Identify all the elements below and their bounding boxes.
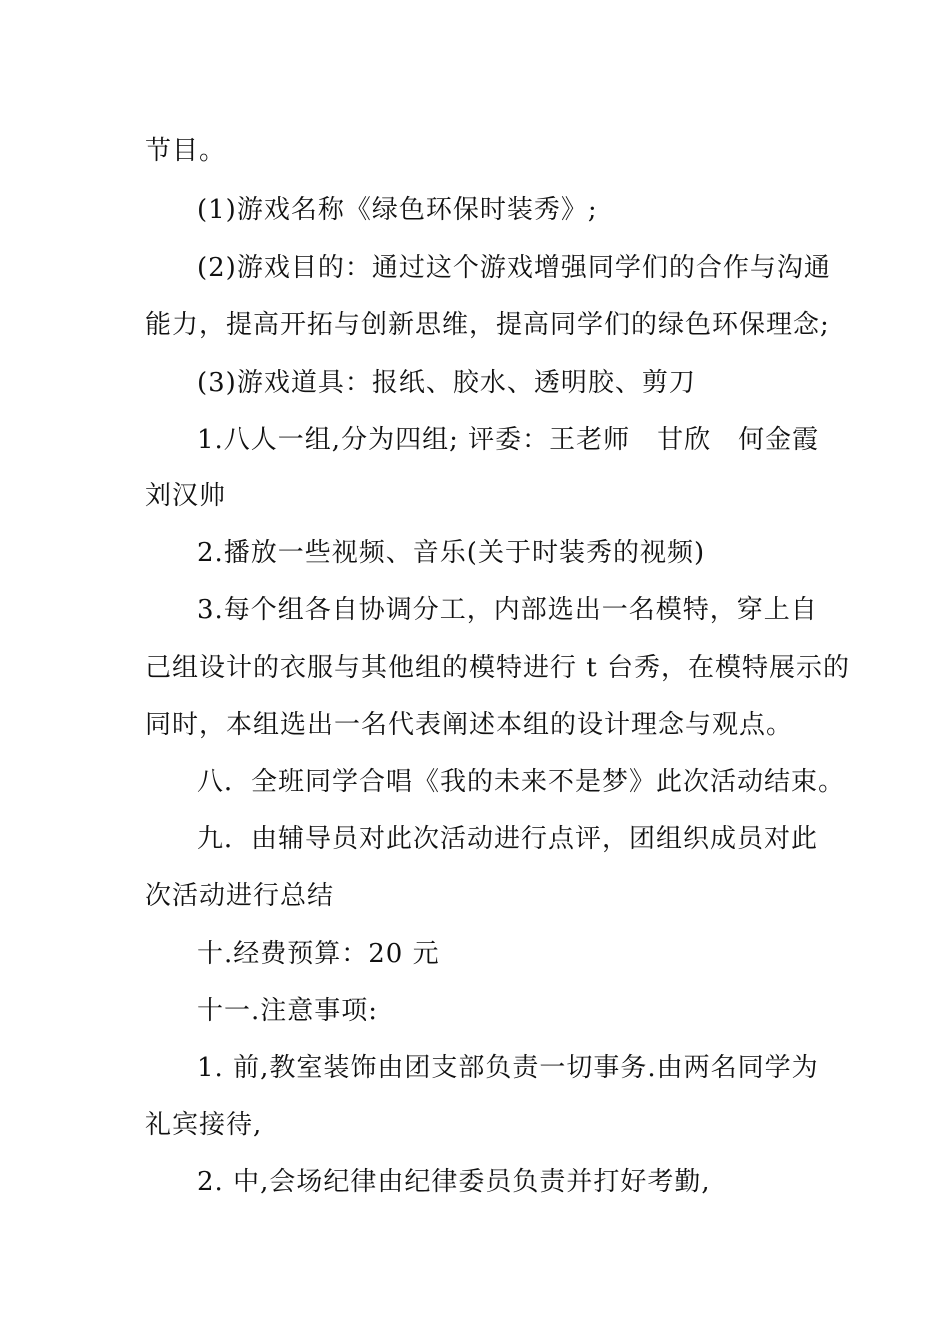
text-line: 九．由辅导员对此次活动进行点评，团组织成员对此 [197,824,819,854]
text-line: 2. 中,会场纪律由纪律委员负责并打好考勤, [197,1167,711,1197]
text-line: (2)游戏目的：通过这个游戏增强同学们的合作与沟通 [197,253,831,283]
text-line: (1)游戏名称《绿色环保时装秀》; [197,195,598,225]
text-line: 2.播放一些视频、音乐(关于时装秀的视频) [197,538,706,568]
text-line: 八．全班同学合唱《我的未来不是梦》此次活动结束。 [197,767,846,797]
text-line: 1. 前,教室装饰由团支部负责一切事务.由两名同学为 [197,1053,819,1083]
text-line: 礼宾接待, [145,1110,263,1140]
text-line: 刘汉帅 [145,481,227,511]
text-line: 十一.注意事项: [197,996,379,1026]
text-line: (3)游戏道具：报纸、胶水、透明胶、剪刀 [197,368,696,398]
text-line: 能力，提高开拓与创新思维，提高同学们的绿色环保理念; [145,310,830,340]
text-line: 1.八人一组,分为四组; 评委：王老师 甘欣 何金霞 [197,425,820,455]
text-line: 次活动进行总结 [145,881,335,911]
text-line: 节目。 [145,136,227,166]
text-line: 十.经费预算：20 元 [197,939,440,969]
text-line: 同时，本组选出一名代表阐述本组的设计理念与观点。 [145,710,794,740]
text-line: 3.每个组各自协调分工，内部选出一名模特，穿上自 [197,595,818,625]
text-line: 己组设计的衣服与其他组的模特进行 t 台秀，在模特展示的 [145,653,850,683]
